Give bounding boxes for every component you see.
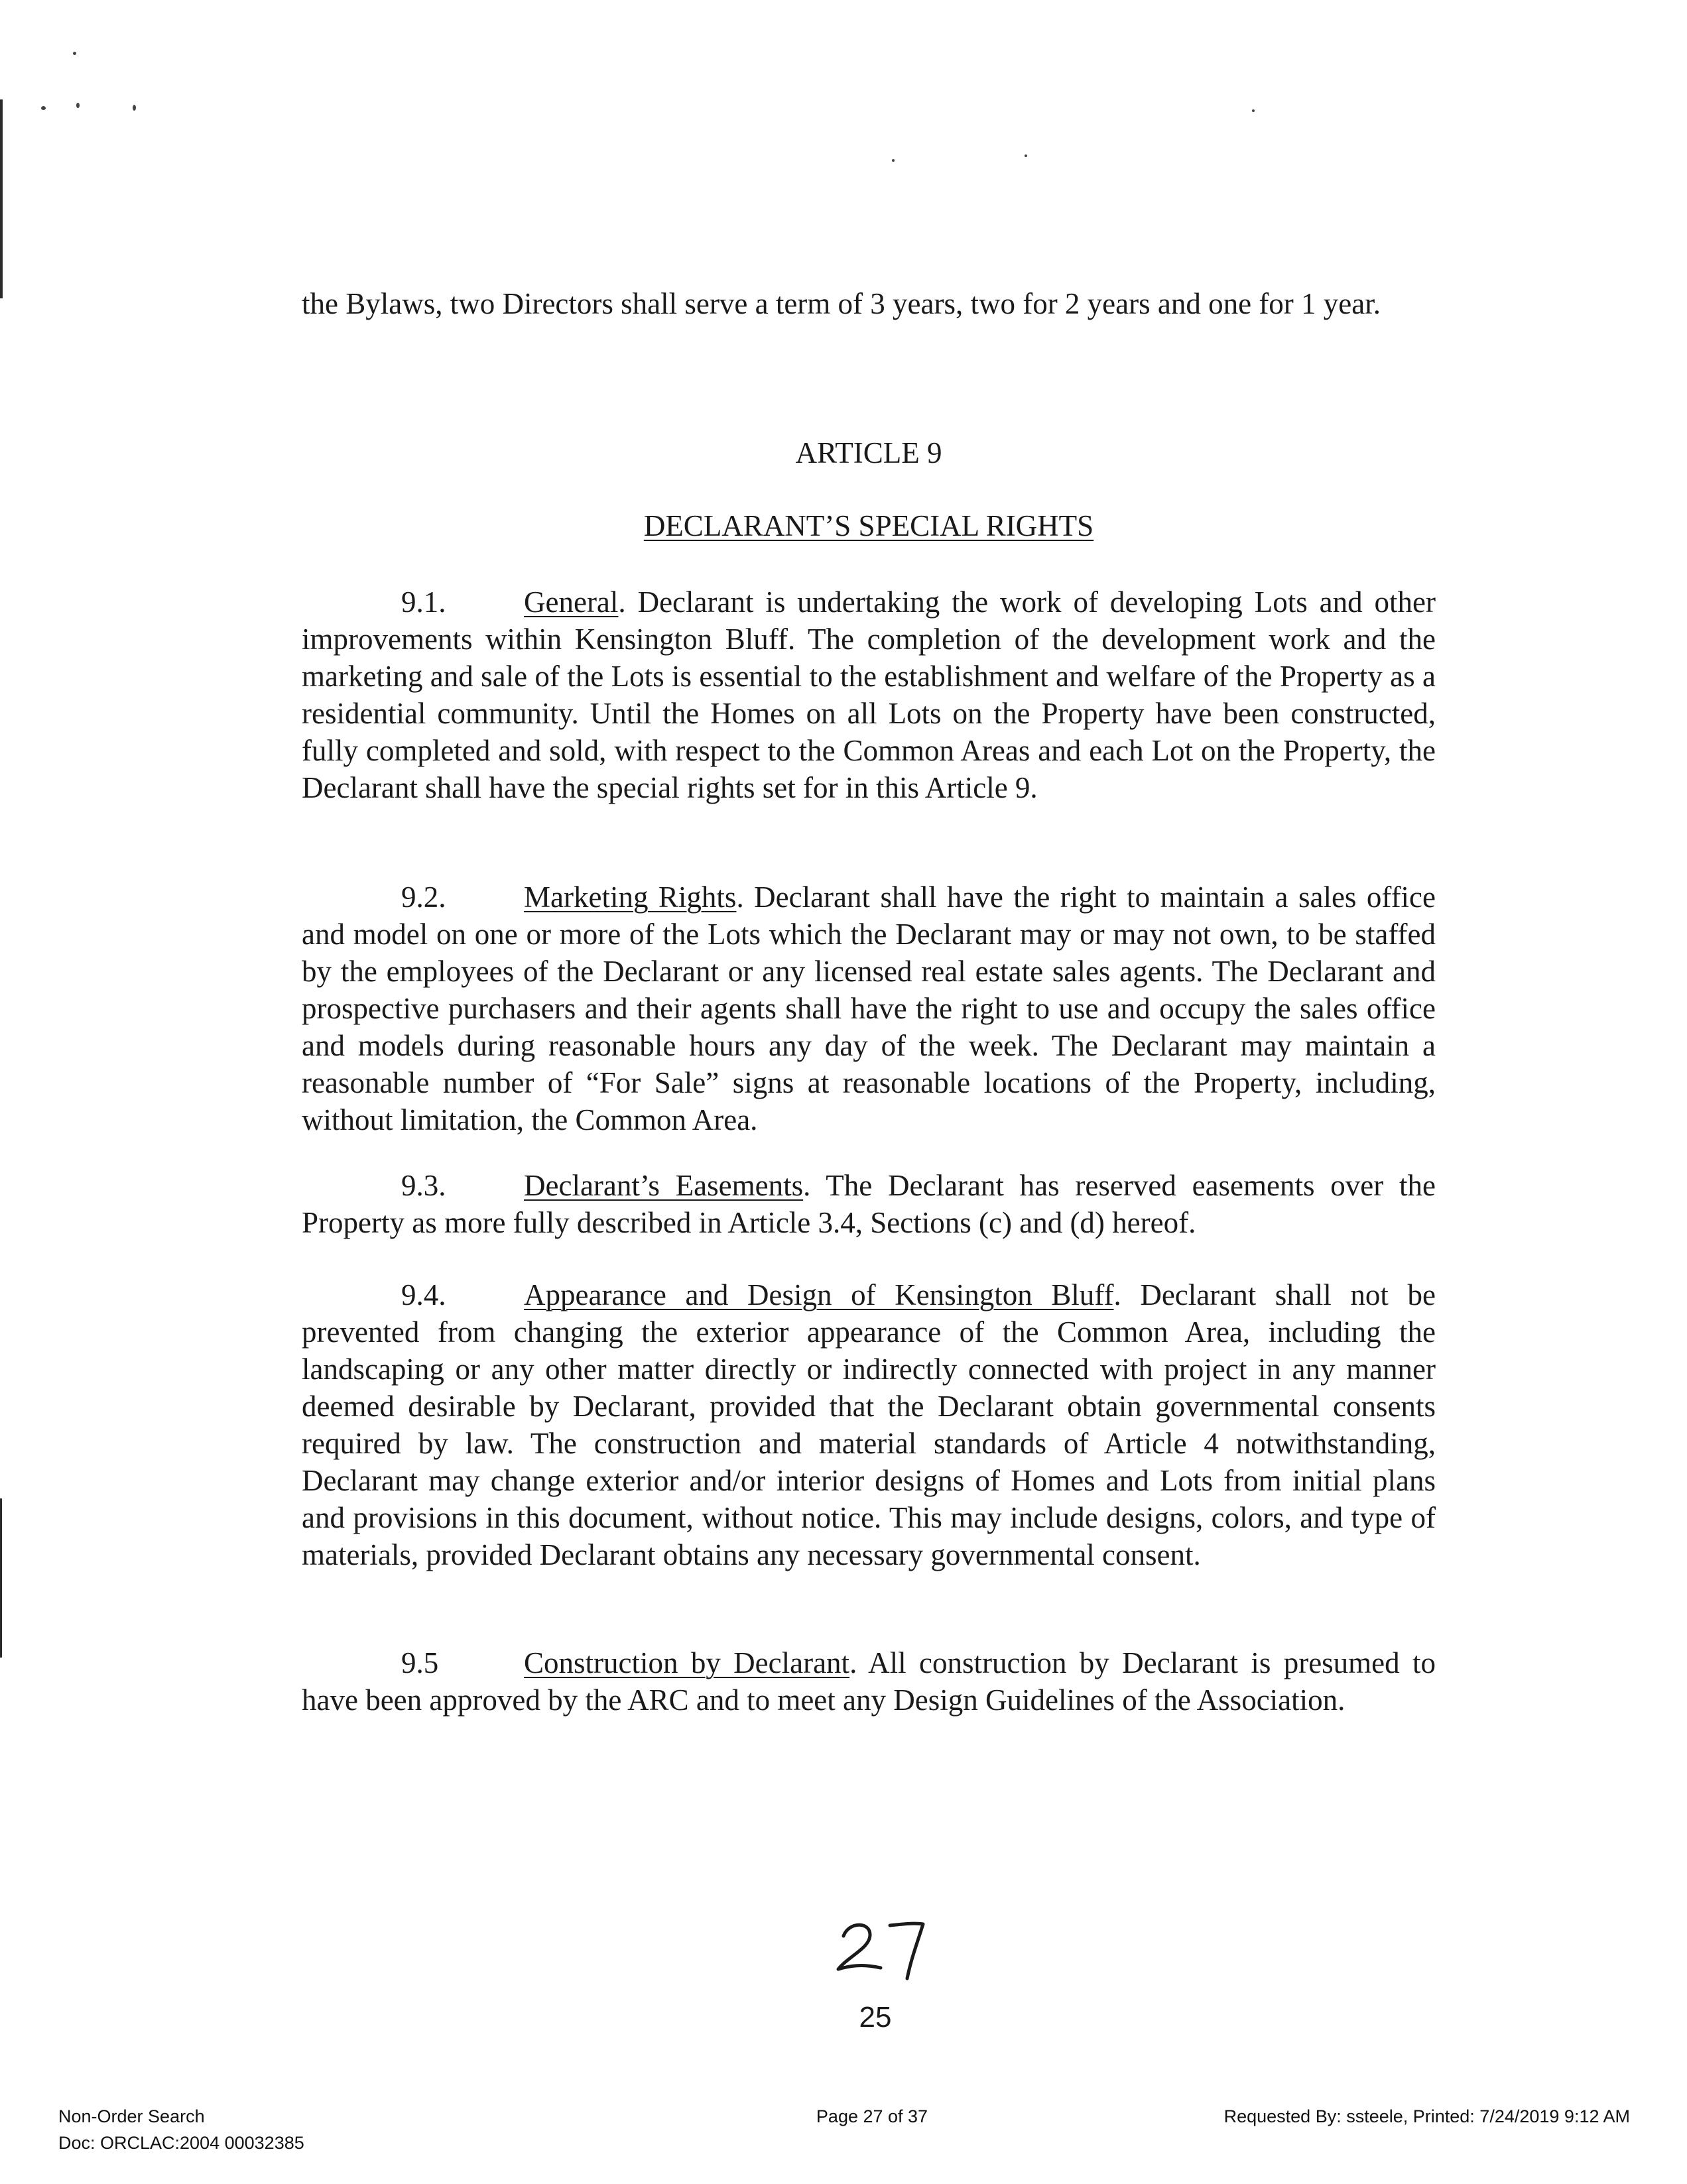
- footer-left: [58, 2103, 304, 2156]
- footer-requested-by: Requested By: ssteele, Printed: 7/24/2019 9:12 AM: [1223, 2106, 1630, 2126]
- section-9-5: [302, 1644, 1436, 1719]
- article-title: ARTICLE 9: [795, 436, 942, 469]
- scan-speck: [1252, 109, 1255, 112]
- footer-page-count: Page 27 of 37: [816, 2106, 928, 2126]
- section-9-1: [302, 583, 1436, 806]
- section-heading: General: [524, 585, 619, 619]
- section-heading: Construction by Declarant: [524, 1646, 850, 1679]
- section-text: . Declarant shall not be prevented from changing the exterior appearance of the Common Area, including the landscaping or any other matter directly or indirectly connected with project in any manner deemed desirable by Declarant, provided that the Declarant obtain governmental consents required by law. The construction and material standards of Article 4 notwithstanding, Declarant may change exterior and/or interior designs of Homes and Lots from initial plans and provisions in this document, without notice. This may include designs, colors, and type of materials, provided Declarant obtains any necessary governmental consent.: [302, 1278, 1436, 1571]
- scan-speck: [73, 52, 76, 55]
- scan-speck: [133, 105, 136, 111]
- section-heading: Marketing Rights: [524, 880, 737, 914]
- section-9-2: [302, 879, 1436, 1138]
- section-text: . All construction by Declarant is presumed to have been approved by the ARC and to meet any Design Guidelines of the Association.: [302, 1646, 1436, 1717]
- handwritten-page-mark: [829, 1910, 942, 1982]
- scan-speck: [41, 106, 46, 110]
- article-subtitle: DECLARANT’S SPECIAL RIGHTS: [643, 509, 1094, 542]
- section-text: . Declarant is undertaking the work of developing Lots and other improvements within Kensington Bluff. The completion of the development work and the marketing and sale of the Lots is essential to the establishment and welfare of the Property as a residential community. Until the Homes on all Lots on the Property have been constructed, fully completed and sold, with respect to the Common Areas and each Lot on the Property, the Declarant shall have the special rights set for in this Article 9.: [302, 585, 1436, 804]
- scan-edge-mark: [0, 1498, 2, 1658]
- scan-speck: [892, 159, 895, 162]
- section-text: . Declarant shall have the right to maintain a sales office and model on one or more of the Lots which the Declarant may or may not own, to be staffed by the employees of the Declarant or any licensed real estate sales agents. The Declarant and prospective purchasers and their agents shall have the right to use and occupy the sales office and models during reasonable hours any day of the week. The Declarant may maintain a reasonable number of “For Sale” signs at reasonable locations of the Property, including, without limitation, the Common Area.: [302, 880, 1436, 1136]
- footer-search-type: Non-Order Search: [58, 2106, 205, 2126]
- section-heading: Appearance and Design of Kensington Bluff: [524, 1278, 1114, 1311]
- section-number: 9.1.: [401, 585, 446, 619]
- continuation-paragraph: the Bylaws, two Directors shall serve a term of 3 years, two for 2 years and one for 1 year.: [302, 287, 1381, 320]
- section-text: . The Declarant has reserved easements over the Property as more fully described in Article 3.4, Sections (c) and (d) hereof.: [302, 1169, 1436, 1239]
- scan-speck: [1025, 154, 1027, 157]
- section-number: 9.3.: [401, 1169, 446, 1202]
- footer-doc-id: Doc: ORCLAC:2004 00032385: [58, 2133, 304, 2153]
- section-heading: Declarant’s Easements: [524, 1169, 804, 1202]
- section-number: 9.5: [401, 1646, 439, 1679]
- page-number: 25: [859, 2001, 892, 2033]
- section-number: 9.4.: [401, 1278, 446, 1311]
- scan-speck: [76, 103, 80, 108]
- section-9-4: [302, 1276, 1436, 1573]
- section-number: 9.2.: [401, 880, 446, 914]
- section-9-3: [302, 1167, 1436, 1241]
- scan-edge-mark: [0, 99, 3, 298]
